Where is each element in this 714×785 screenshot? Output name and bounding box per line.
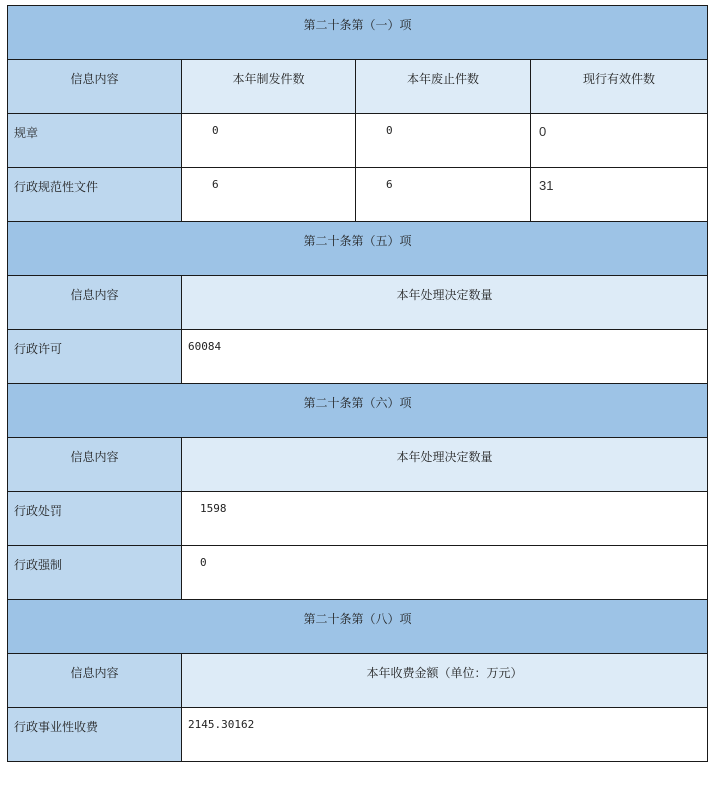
row-label: 行政规范性文件	[8, 168, 182, 222]
header-info-content: 信息内容	[8, 438, 182, 492]
column-header-row	[8, 438, 708, 492]
table-row	[8, 168, 708, 222]
section-title: 第二十条第（五）项	[8, 222, 708, 276]
header-decision-count: 本年处理决定数量	[182, 438, 708, 492]
header-info-content: 信息内容	[8, 654, 182, 708]
disclosure-table	[7, 5, 708, 762]
section-title-row	[8, 600, 708, 654]
repealed-value: 0	[356, 114, 531, 168]
section-title: 第二十条第（八）项	[8, 600, 708, 654]
table-row	[8, 546, 708, 600]
header-fee-amount: 本年收费金额（单位：万元）	[182, 654, 708, 708]
section-title-row	[8, 6, 708, 60]
fee-value: 2145.30162	[182, 708, 708, 762]
section-title: 第二十条第（一）项	[8, 6, 708, 60]
issued-value: 6	[182, 168, 356, 222]
table-row	[8, 330, 708, 384]
header-valid-count: 现行有效件数	[531, 60, 708, 114]
header-issued-count: 本年制发件数	[182, 60, 356, 114]
decision-value: 60084	[182, 330, 708, 384]
decision-value: 1598	[182, 492, 708, 546]
valid-value: 0	[531, 114, 708, 168]
header-info-content: 信息内容	[8, 276, 182, 330]
table-row	[8, 708, 708, 762]
row-label: 行政强制	[8, 546, 182, 600]
row-label: 行政许可	[8, 330, 182, 384]
section-title: 第二十条第（六）项	[8, 384, 708, 438]
column-header-row	[8, 60, 708, 114]
row-label: 规章	[8, 114, 182, 168]
row-label: 行政事业性收费	[8, 708, 182, 762]
valid-value: 31	[531, 168, 708, 222]
column-header-row	[8, 654, 708, 708]
repealed-value: 6	[356, 168, 531, 222]
issued-value: 0	[182, 114, 356, 168]
table-row	[8, 492, 708, 546]
row-label: 行政处罚	[8, 492, 182, 546]
decision-value: 0	[182, 546, 708, 600]
section-title-row	[8, 222, 708, 276]
header-decision-count: 本年处理决定数量	[182, 276, 708, 330]
column-header-row	[8, 276, 708, 330]
section-title-row	[8, 384, 708, 438]
header-repealed-count: 本年废止件数	[356, 60, 531, 114]
header-info-content: 信息内容	[8, 60, 182, 114]
table-row	[8, 114, 708, 168]
